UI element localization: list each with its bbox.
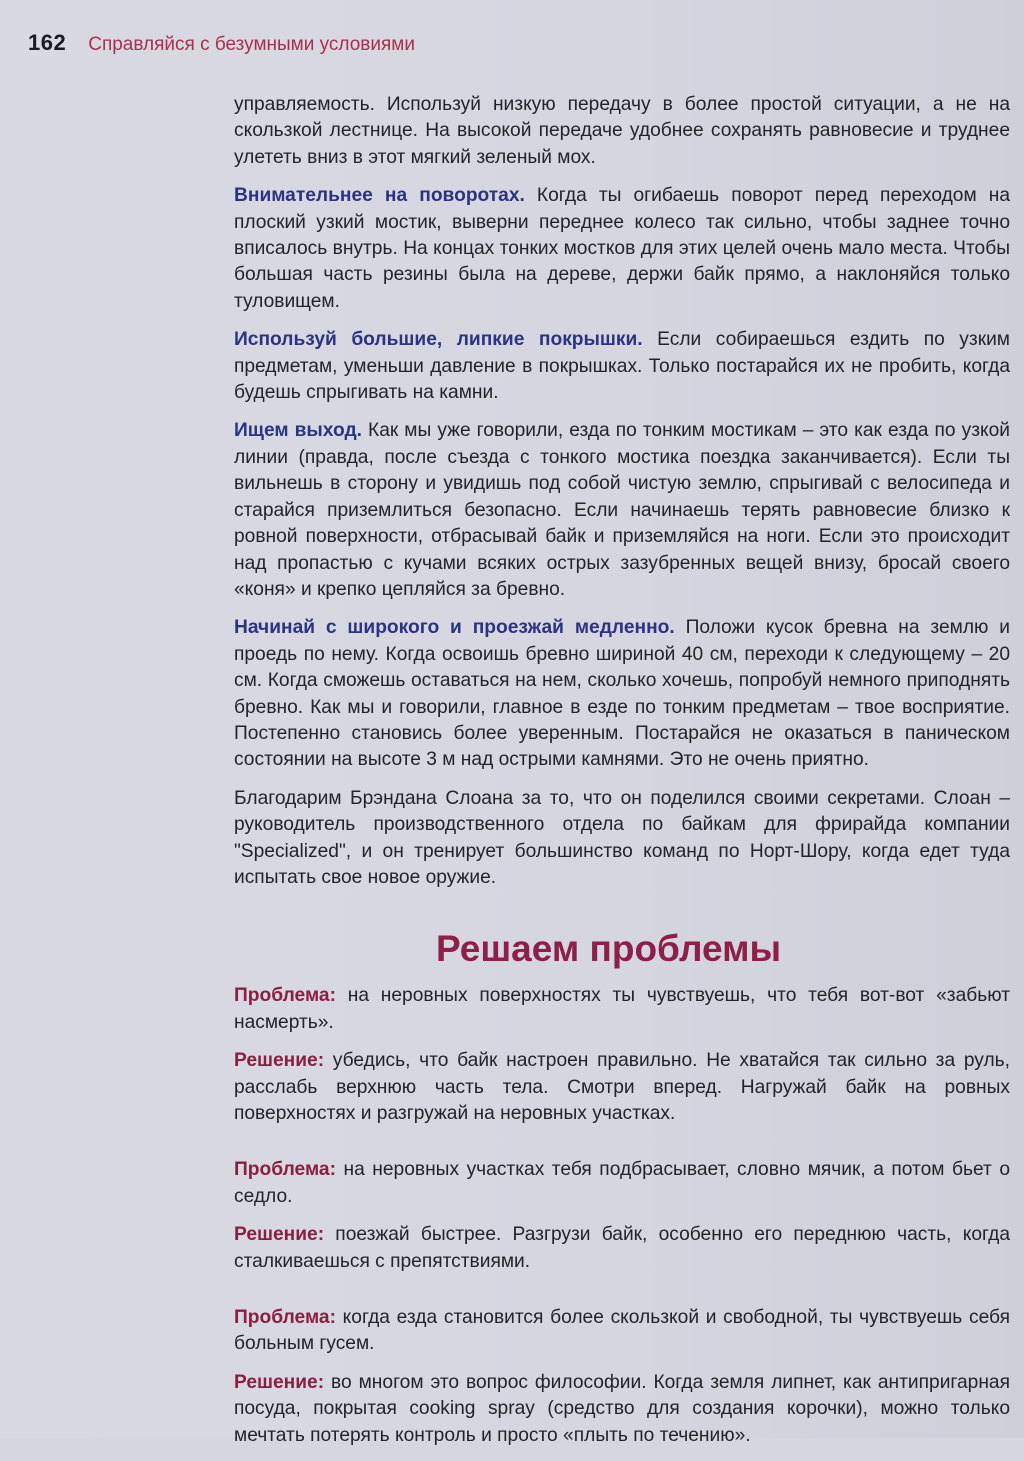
paragraph-text: Когда ты огибаешь поворот перед переходом на плоский узкий мостик, выверни переднее колесо так сильно, чтобы заднее точно вписалось внутрь. На концах тонких мостков для этих целей очень мало места. Чтобы большая часть резины была на дереве, держи байк прямо, а наклоняйся только туловищем. xyxy=(234,185,1010,312)
paragraph-text: управляемость. Используй низкую передачу в более простой ситуации, а не на скользкой лестнице. На высокой передаче удобнее сохранять равновесие и труднее улететь вниз в этот мягкий зеленый мох. xyxy=(234,94,1010,168)
problem-label: Проблема: xyxy=(234,1159,336,1181)
problem-item xyxy=(234,1157,1010,1210)
paragraph-acknowledgement xyxy=(234,786,1010,892)
running-title: Справляйся с безумными условиями xyxy=(88,34,415,55)
main-text xyxy=(234,92,1010,1461)
solution-label: Решение: xyxy=(234,1050,325,1072)
paragraph xyxy=(234,418,1010,603)
paragraph-text: Как мы уже говорили, езда по тонким мостикам – это как езда по узкой линии (правда, после съезда с тонкого мостика поездка заканчивается). Если ты вильнешь в сторону и увидишь под собой чистую землю, спрыгивай с велосипеда и старайся приземлиться безопасно. Если начинаешь терять равновесие близко к ровной поверхности, отбрасывай байк и приземляйся на ноги. Если это происходит над пропастью с кучами всяких острых зазубренных вещей внизу, бросай своего «коня» и крепко цепляйся за бревно. xyxy=(234,420,1010,600)
solution-item xyxy=(234,1048,1010,1127)
solution-label: Решение: xyxy=(234,1371,325,1393)
problem-item xyxy=(234,983,1010,1036)
paragraph xyxy=(234,92,1010,171)
paragraph-lead: Внимательнее на поворотах. xyxy=(234,185,525,207)
spacer xyxy=(234,1287,1010,1305)
paragraph-text: Если собираешься ездить по узким предметам, уменьши давление в покрышках. Только постарайся их не пробить, когда будешь спрыгивать на камни. xyxy=(234,329,1010,404)
solution-text: убедись, что байк настроен правильно. Не хватайся так сильно за руль, расслабь верхнюю часть тела. Смотри вперед. Нагружай байк на ровных поверхностях и разгружай на неровных участках. xyxy=(234,1050,1010,1124)
solution-item xyxy=(234,1370,1010,1449)
solution-text: поезжай быстрее. Разгрузи байк, особенно его переднюю часть, когда сталкиваешься с препятствиями. xyxy=(234,1224,1010,1272)
problem-label: Проблема: xyxy=(234,1307,336,1329)
paragraph xyxy=(234,183,1010,315)
paragraph-text: Положи кусок бревна на землю и проедь по нему. Когда освоишь бревно шириной 40 см, переходи к следующему – 20 см. Когда сможешь оставаться на нем, сколько хочешь, попробуй немного приподнять бревно. Как мы и говорили, главное в езде по тонким предметам – твое восприятие. Постепенно становись более уверенным. Постарайся не оказаться в паническом состоянии на высоте 3 м над острыми камнями. Это не очень приятно. xyxy=(234,617,1011,771)
solution-item xyxy=(234,1222,1010,1275)
problem-text: на неровных участках тебя подбрасывает, словно мячик, а потом бьет о седло. xyxy=(234,1159,1010,1207)
paragraph-lead: Начинай с широкого и проезжай медленно. xyxy=(234,617,675,639)
solution-label: Решение: xyxy=(234,1224,325,1246)
problem-label: Проблема: xyxy=(234,985,336,1007)
paragraph-lead: Используй большие, липкие покрышки. xyxy=(234,329,643,351)
paragraph-text: Благодарим Брэндана Слоана за то, что он поделился своими секретами. Слоан – руководитель производственного отдела по байкам для фрирайда компании "Specialized", и он тренирует большинство команд по Норт-Шору, когда едет туда испытать свое новое оружие. xyxy=(234,787,1010,888)
spacer xyxy=(234,1139,1010,1157)
section-heading: Решаем проблемы xyxy=(436,928,782,970)
page-header xyxy=(28,30,415,56)
problem-item xyxy=(234,1305,1010,1358)
paragraph xyxy=(234,615,1010,773)
paragraph xyxy=(234,327,1010,406)
paragraph-lead: Ищем выход. xyxy=(234,420,362,442)
solution-text: во многом это вопрос философии. Когда земля липнет, как антипригарная посуда, покрытая cooking spray (средство для создания корочки), можно только мечтать потерять контроль и просто «плыть по течению». xyxy=(234,1371,1010,1446)
problem-text: когда езда становится более скользкой и свободной, ты чувствуешь себя больным гусем. xyxy=(234,1307,1010,1355)
problem-text: на неровных поверхностях ты чувствуешь, что тебя вот-вот «забьют насмерть». xyxy=(234,985,1010,1033)
page-number: 162 xyxy=(28,30,67,55)
